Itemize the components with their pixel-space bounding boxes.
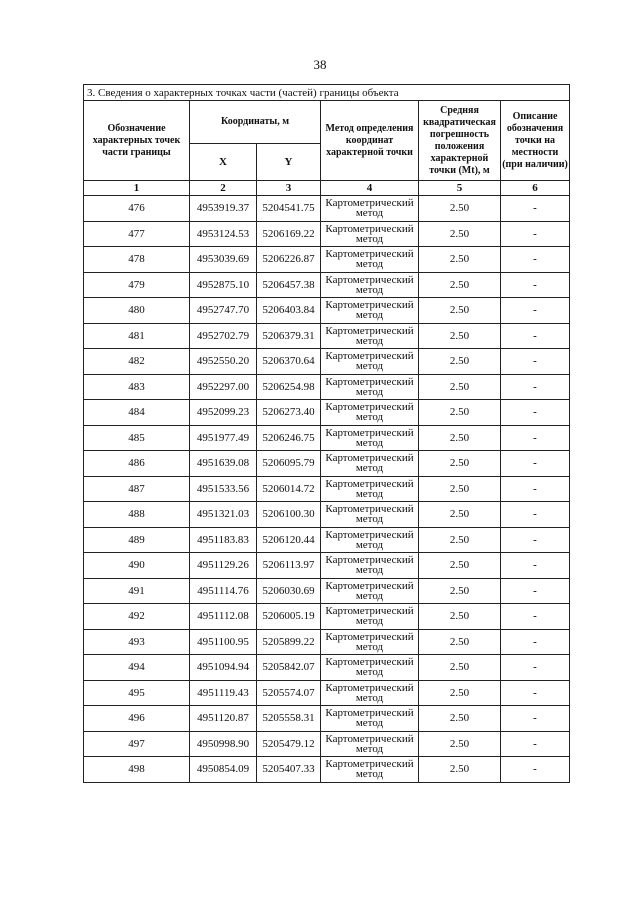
coordinate-x: 4952550.20 [190,349,257,375]
coordinate-x: 4951119.43 [190,680,257,706]
accuracy-value: 2.50 [419,655,501,681]
table-row [84,374,570,400]
coordinate-y: 5205407.33 [257,757,321,783]
coordinate-y: 5205479.12 [257,731,321,757]
page-number: 38 [313,57,327,72]
method-cell: Картометрический метод [321,757,419,783]
point-designation: 487 [84,476,190,502]
coordinate-x: 4951639.08 [190,451,257,477]
coordinate-x: 4951533.56 [190,476,257,502]
coordinate-x: 4952747.70 [190,298,257,324]
method-cell: Картометрический метод [321,425,419,451]
accuracy-value: 2.50 [419,578,501,604]
table-row [84,221,570,247]
description-cell: - [501,247,570,273]
point-designation: 490 [84,553,190,579]
table-row [84,757,570,783]
coordinate-y: 5206226.87 [257,247,321,273]
point-designation: 484 [84,400,190,426]
accuracy-value: 2.50 [419,374,501,400]
coordinate-x: 4951114.76 [190,578,257,604]
table-row [84,502,570,528]
method-cell: Картометрический метод [321,400,419,426]
accuracy-value: 2.50 [419,731,501,757]
description-cell: - [501,578,570,604]
table-row [84,272,570,298]
coordinate-y: 5205558.31 [257,706,321,732]
table-row [84,731,570,757]
description-cell: - [501,604,570,630]
method-cell: Картометрический метод [321,272,419,298]
coordinate-y: 5206169.22 [257,221,321,247]
method-cell: Картометрический метод [321,247,419,273]
point-designation: 479 [84,272,190,298]
point-designation: 497 [84,731,190,757]
coordinate-y: 5205899.22 [257,629,321,655]
coordinate-y: 5205574.07 [257,680,321,706]
method-cell: Картометрический метод [321,374,419,400]
coordinate-y: 5206014.72 [257,476,321,502]
description-cell: - [501,196,570,222]
point-designation: 482 [84,349,190,375]
header-x: X [190,144,257,181]
coordinate-y: 5206030.69 [257,578,321,604]
table-row [84,298,570,324]
method-cell: Картометрический метод [321,323,419,349]
coordinate-x: 4952702.79 [190,323,257,349]
point-designation: 476 [84,196,190,222]
description-cell: - [501,706,570,732]
method-cell: Картометрический метод [321,578,419,604]
description-cell: - [501,476,570,502]
point-designation: 495 [84,680,190,706]
accuracy-value: 2.50 [419,323,501,349]
method-cell: Картометрический метод [321,706,419,732]
table-row [84,323,570,349]
accuracy-value: 2.50 [419,706,501,732]
coordinate-x: 4951977.49 [190,425,257,451]
point-designation: 493 [84,629,190,655]
coordinate-y: 5206005.19 [257,604,321,630]
coordinate-x: 4951183.83 [190,527,257,553]
column-number: 4 [321,181,419,196]
coordinate-x: 4951120.87 [190,706,257,732]
method-cell: Картометрический метод [321,349,419,375]
coordinate-x: 4950854.09 [190,757,257,783]
point-designation: 481 [84,323,190,349]
description-cell: - [501,527,570,553]
table-row [84,247,570,273]
accuracy-value: 2.50 [419,298,501,324]
accuracy-value: 2.50 [419,400,501,426]
description-cell: - [501,680,570,706]
point-designation: 489 [84,527,190,553]
description-cell: - [501,629,570,655]
coordinate-y: 5206246.75 [257,425,321,451]
table-row [84,553,570,579]
point-designation: 486 [84,451,190,477]
table-row [84,451,570,477]
coordinate-x: 4951129.26 [190,553,257,579]
column-number: 1 [84,181,190,196]
table-row [84,604,570,630]
description-cell: - [501,349,570,375]
accuracy-value: 2.50 [419,196,501,222]
method-cell: Картометрический метод [321,731,419,757]
table-row [84,629,570,655]
column-numbers-row [84,181,570,196]
method-cell: Картометрический метод [321,221,419,247]
point-designation: 491 [84,578,190,604]
column-number: 5 [419,181,501,196]
coordinate-x: 4953919.37 [190,196,257,222]
table-row [84,196,570,222]
point-designation: 480 [84,298,190,324]
coordinate-x: 4951321.03 [190,502,257,528]
coordinate-x: 4951094.94 [190,655,257,681]
description-cell: - [501,757,570,783]
coordinate-y: 5204541.75 [257,196,321,222]
method-cell: Картометрический метод [321,604,419,630]
method-cell: Картометрический метод [321,298,419,324]
method-cell: Картометрический метод [321,196,419,222]
point-designation: 488 [84,502,190,528]
point-designation: 477 [84,221,190,247]
column-number: 3 [257,181,321,196]
section-title: 3. Сведения о характерных точках части (частей) границы объекта [84,85,570,101]
coordinate-y: 5206113.97 [257,553,321,579]
description-cell: - [501,655,570,681]
point-designation: 494 [84,655,190,681]
accuracy-value: 2.50 [419,221,501,247]
header-accuracy: Средняя квадратическая погрешность положения характерной точки (Mt), м [419,101,501,181]
point-designation: 483 [84,374,190,400]
method-cell: Картометрический метод [321,655,419,681]
header-y: Y [257,144,321,181]
coordinate-x: 4951112.08 [190,604,257,630]
table-row [84,706,570,732]
header-coordinates: Координаты, м [190,101,321,144]
description-cell: - [501,731,570,757]
accuracy-value: 2.50 [419,680,501,706]
coordinate-x: 4951100.95 [190,629,257,655]
method-cell: Картометрический метод [321,527,419,553]
point-designation: 496 [84,706,190,732]
accuracy-value: 2.50 [419,349,501,375]
description-cell: - [501,221,570,247]
point-designation: 498 [84,757,190,783]
accuracy-value: 2.50 [419,604,501,630]
method-cell: Картометрический метод [321,629,419,655]
accuracy-value: 2.50 [419,451,501,477]
header-method: Метод определения координат характерной точки [321,101,419,181]
coordinate-x: 4952099.23 [190,400,257,426]
table-row [84,476,570,502]
accuracy-value: 2.50 [419,757,501,783]
coordinate-x: 4952875.10 [190,272,257,298]
table-row [84,425,570,451]
coordinate-y: 5206095.79 [257,451,321,477]
coordinate-y: 5206100.30 [257,502,321,528]
method-cell: Картометрический метод [321,502,419,528]
table-row [84,400,570,426]
accuracy-value: 2.50 [419,629,501,655]
accuracy-value: 2.50 [419,527,501,553]
description-cell: - [501,425,570,451]
coordinate-x: 4950998.90 [190,731,257,757]
coordinate-y: 5206120.44 [257,527,321,553]
table-row [84,655,570,681]
coordinate-y: 5206273.40 [257,400,321,426]
accuracy-value: 2.50 [419,272,501,298]
coordinate-x: 4953039.69 [190,247,257,273]
method-cell: Картометрический метод [321,451,419,477]
point-designation: 478 [84,247,190,273]
accuracy-value: 2.50 [419,502,501,528]
column-number: 6 [501,181,570,196]
table-row [84,680,570,706]
coordinate-x: 4953124.53 [190,221,257,247]
description-cell: - [501,451,570,477]
coordinate-y: 5206379.31 [257,323,321,349]
coordinate-y: 5206254.98 [257,374,321,400]
description-cell: - [501,323,570,349]
description-cell: - [501,502,570,528]
coordinate-y: 5206403.84 [257,298,321,324]
table-row [84,349,570,375]
point-designation: 492 [84,604,190,630]
header-description: Описание обозначения точки на местности (при наличии) [501,101,570,181]
description-cell: - [501,272,570,298]
description-cell: - [501,553,570,579]
table-row [84,578,570,604]
coordinate-y: 5206457.38 [257,272,321,298]
accuracy-value: 2.50 [419,247,501,273]
method-cell: Картометрический метод [321,553,419,579]
coordinate-x: 4952297.00 [190,374,257,400]
accuracy-value: 2.50 [419,553,501,579]
accuracy-value: 2.50 [419,476,501,502]
method-cell: Картометрический метод [321,476,419,502]
method-cell: Картометрический метод [321,680,419,706]
accuracy-value: 2.50 [419,425,501,451]
description-cell: - [501,298,570,324]
points-table [83,84,570,783]
header-designation: Обозначение характерных точек части границы [84,101,190,181]
table-row [84,527,570,553]
coordinate-y: 5206370.64 [257,349,321,375]
description-cell: - [501,374,570,400]
coordinate-y: 5205842.07 [257,655,321,681]
description-cell: - [501,400,570,426]
column-number: 2 [190,181,257,196]
point-designation: 485 [84,425,190,451]
